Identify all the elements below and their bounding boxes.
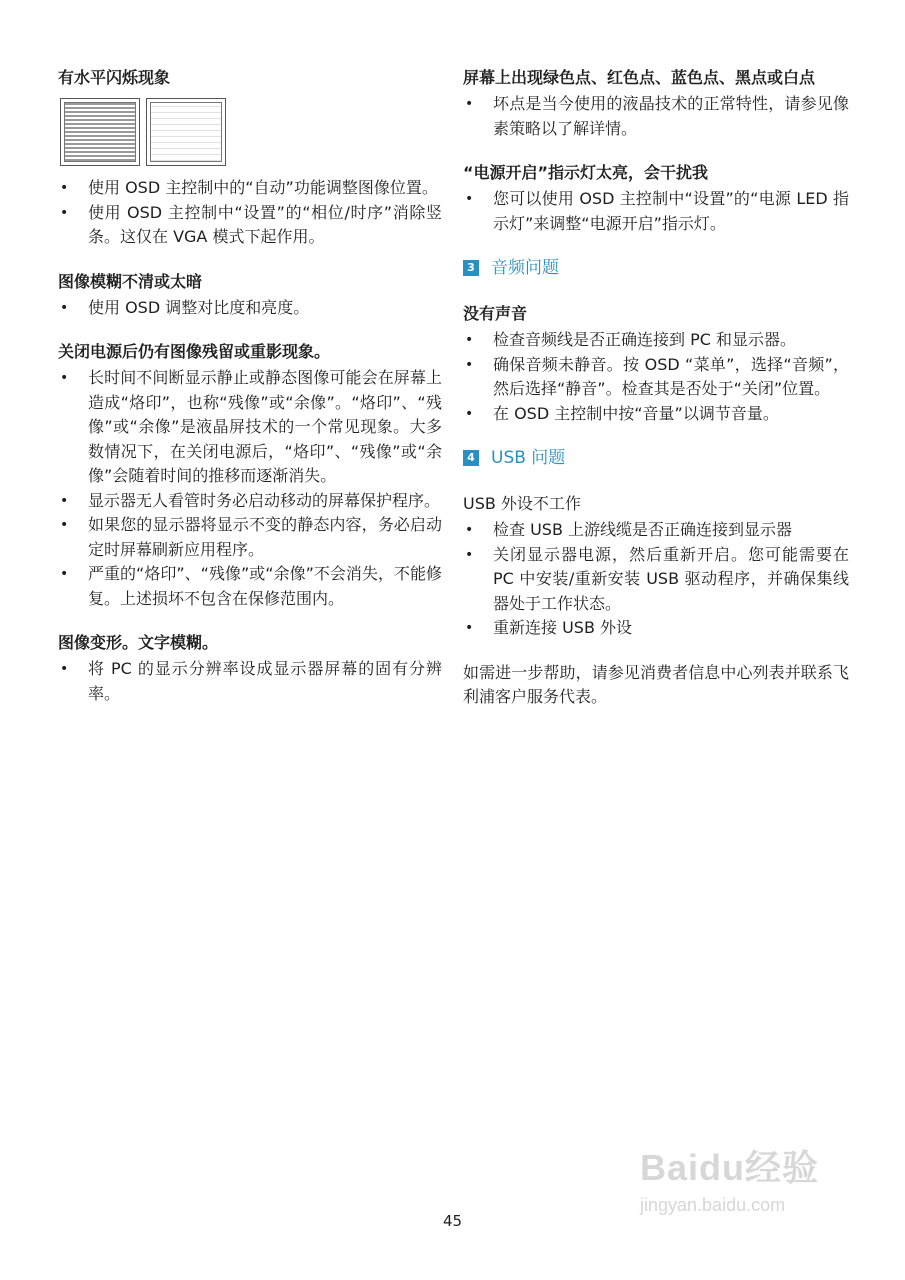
- list-item: • 在 OSD 主控制中按“音量”以调节音量。: [463, 402, 849, 427]
- left-column: [58, 66, 442, 726]
- audio-section-label: 音频问题: [491, 258, 559, 278]
- list-item: • 使用 OSD 调整对比度和亮度。: [58, 296, 442, 321]
- usb-peripheral-section: [463, 492, 849, 641]
- dead-pixel-section: [463, 66, 849, 141]
- flicker-illustrations: [60, 98, 442, 166]
- list-item: • 如果您的显示器将显示不变的静态内容，务必启动定时屏幕刷新应用程序。: [58, 513, 442, 562]
- image-retention-section: [58, 340, 442, 611]
- list-item: • 坏点是当今使用的液晶技术的正常特性，请参见像素策略以了解详情。: [463, 92, 849, 141]
- list-item: • 严重的“烙印”、“残像”或“余像”不会消失，不能修复。上述损坏不包含在保修范围内。: [58, 562, 442, 611]
- monitor-flicker-illustration: [60, 98, 140, 166]
- list-item: • 长时间不间断显示静止或静态图像可能会在屏幕上造成“烙印”，也称“残像”或“余像”。“烙印”、“残像”或“余像”是液晶屏技术的一个常见现象。大多数情况下，在关闭电源后，“烙印”、“残像”或“余像”会随着时间的推移而逐渐消失。: [58, 366, 442, 489]
- blur-dark-list: [58, 296, 442, 321]
- no-sound-list: [463, 328, 849, 426]
- distortion-list: [58, 657, 442, 706]
- power-led-list: [463, 187, 849, 236]
- section-number-badge: 4: [463, 450, 479, 466]
- blur-dark-section: [58, 270, 442, 321]
- usb-section-title: [463, 446, 849, 470]
- distortion-section: [58, 631, 442, 706]
- flicker-section: [58, 66, 442, 250]
- audio-section-title: [463, 256, 849, 280]
- flicker-heading: 有水平闪烁现象: [58, 68, 171, 87]
- baidu-watermark: [640, 1140, 819, 1216]
- distortion-heading: 图像变形。文字模糊。: [58, 633, 219, 652]
- no-sound-section: [463, 302, 849, 426]
- closing-paragraph: 如需进一步帮助，请参见消费者信息中心列表并联系飞利浦客户服务代表。: [463, 662, 849, 706]
- page-number: 45: [442, 1212, 463, 1230]
- list-item: • 显示器无人看管时务必启动移动的屏幕保护程序。: [58, 489, 442, 514]
- usb-peripheral-heading: USB 外设不工作: [463, 494, 581, 513]
- normal-screen: [150, 102, 222, 162]
- usb-peripheral-list: [463, 518, 849, 641]
- list-item: • 将 PC 的显示分辨率设成显示器屏幕的固有分辨率。: [58, 657, 442, 706]
- monitor-normal-illustration: [146, 98, 226, 166]
- blur-dark-heading: 图像模糊不清或太暗: [58, 271, 203, 291]
- list-item: • 您可以使用 OSD 主控制中“设置”的“电源 LED 指示灯”来调整“电源开启”指示灯。: [463, 187, 849, 236]
- list-item: • 确保音频未静音。按 OSD “菜单”，选择“音频”，然后选择“静音”。检查其是否处于“关闭”位置。: [463, 353, 849, 402]
- flicker-screen: [64, 102, 136, 162]
- dead-pixel-list: [463, 92, 849, 141]
- power-led-section: [463, 161, 849, 236]
- section-number-badge: 3: [463, 260, 479, 276]
- no-sound-heading: 没有声音: [463, 304, 528, 323]
- list-item: • 检查音频线是否正确连接到 PC 和显示器。: [463, 328, 849, 353]
- watermark-logo: Baidu经验: [640, 1147, 820, 1188]
- image-retention-list: [58, 366, 442, 611]
- power-led-heading: “电源开启”指示灯太亮，会干扰我: [463, 163, 709, 182]
- flicker-list: [58, 176, 442, 250]
- right-column: [463, 66, 849, 710]
- list-item: • 重新连接 USB 外设: [463, 616, 849, 641]
- list-item: • 使用 OSD 主控制中的“自动”功能调整图像位置。: [58, 176, 442, 201]
- dead-pixel-heading: 屏幕上出现绿色点、红色点、蓝色点、黑点或白点: [463, 68, 816, 87]
- list-item: • 关闭显示器电源，然后重新开启。您可能需要在 PC 中安装/重新安装 USB 驱动程序，并确保集线器处于工作状态。: [463, 543, 849, 617]
- image-retention-heading: 关闭电源后仍有图像残留或重影现象。: [58, 342, 331, 361]
- watermark-url: jingyan.baidu.com: [640, 1195, 786, 1215]
- usb-section-label: USB 问题: [491, 448, 566, 468]
- list-item: • 使用 OSD 主控制中“设置”的“相位/时序”消除竖条。这仅在 VGA 模式下起作用。: [58, 201, 442, 250]
- list-item: • 检查 USB 上游线缆是否正确连接到显示器: [463, 518, 849, 543]
